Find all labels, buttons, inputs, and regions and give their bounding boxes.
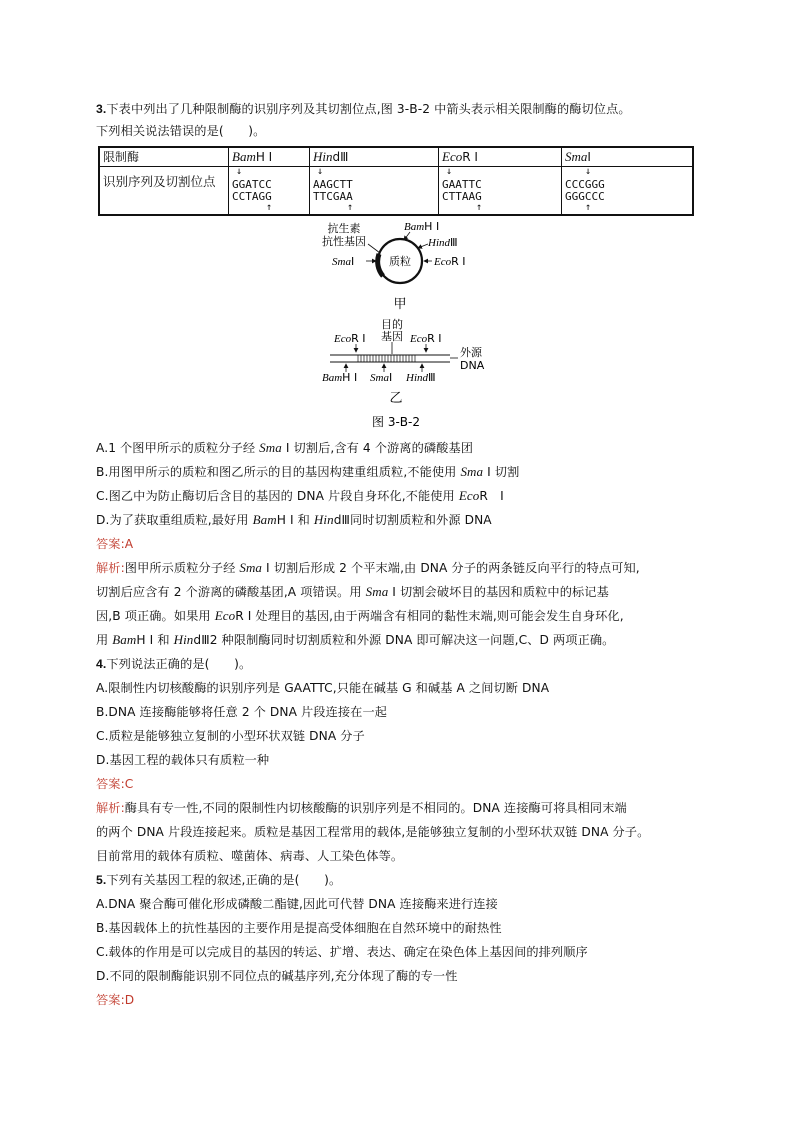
enzyme-table-row <box>99 167 693 215</box>
q3-stem-text: 下表中列出了几种限制酶的识别序列及其切割位点,图 3-B-2 中箭头表示相关限制酶的酶切位点。 <box>106 102 631 116</box>
target-gene-label-2: 基因 <box>381 330 403 343</box>
q3-explanation-1: 解析:图甲所示质粒分子经 Sma Ⅰ 切割后形成 2 个平末端,由 DNA 分子的两条链反向平行的特点可知, <box>96 560 640 575</box>
hindiii-label-dna: HindⅢ <box>406 371 436 384</box>
table-header-bamhi: BamH Ⅰ <box>229 147 310 167</box>
table-cell-hindiii-seq: ↓ AAGCTT TTCGAA ↑ <box>310 167 439 215</box>
foreign-dna-diagram <box>322 318 485 406</box>
figure-3-b-2 <box>300 218 500 433</box>
plasmid-label: 质粒 <box>389 255 411 268</box>
foreign-dna-label-1: 外源 <box>460 346 482 359</box>
ecori-label-plasmid: EcoR Ⅰ <box>434 255 466 268</box>
table-header-ecori: EcoR Ⅰ <box>439 147 562 167</box>
bamhi-arrow-plasmid <box>404 232 410 240</box>
ecori-label-left: EcoR Ⅰ <box>334 332 366 345</box>
smai-label-dna: SmaⅠ <box>370 371 393 384</box>
q4-answer: 答案:C <box>96 777 134 791</box>
q5-option-b: B.基因载体上的抗性基因的主要作用是提高受体细胞在自然环境中的耐热性 <box>96 921 502 935</box>
q4-explanation-3: 目前常用的载体有质粒、噬菌体、病毒、人工染色体等。 <box>96 849 404 863</box>
enzyme-table-header <box>99 147 693 167</box>
q3-option-a: A.1 个图甲所示的质粒分子经 Sma Ⅰ 切割后,含有 4 个游离的磷酸基团 <box>96 440 474 455</box>
plasmid-diagram <box>322 220 466 312</box>
q4-stem: 4.下列说法正确的是( )。 <box>96 657 252 671</box>
table-row-label: 识别序列及切割位点 <box>103 174 216 189</box>
table-cell-bamhi-seq: ↓ GGATCC CCTAGG ↑ <box>229 167 310 215</box>
q3-explanation-4: 用 BamH Ⅰ 和 HindⅢ2 种限制酶同时切割质粒和外源 DNA 即可解决这一问题,C、D 两项正确。 <box>96 632 615 647</box>
q5-stem: 5.下列有关基因工程的叙述,正确的是( )。 <box>96 873 342 887</box>
q4-explanation-2: 的两个 DNA 片段连接起来。质粒是基因工程常用的载体,是能够独立复制的小型环状双链 DNA 分子。 <box>96 825 650 839</box>
q3-stem-line2: 下列相关说法错误的是( )。 <box>96 124 266 138</box>
ecori-label-right: EcoR Ⅰ <box>410 332 442 345</box>
target-gene-label-1: 目的 <box>381 318 403 331</box>
q3-stem-line1 <box>96 101 631 117</box>
label-yi: 乙 <box>389 391 403 406</box>
table-cell-smai-seq: ↓ CCCGGG GGGCCC ↑ <box>562 167 694 215</box>
hindiii-arrow-plasmid <box>418 244 428 248</box>
table-cell-ecori-seq: ↓ GAATTC CTTAAG ↑ <box>439 167 562 215</box>
antibiotic-label-1: 抗生素 <box>327 222 361 235</box>
q3-option-b: B.用图甲所示的质粒和图乙所示的目的基因构建重组质粒,不能使用 Sma Ⅰ 切割 <box>96 464 520 479</box>
label-jia: 甲 <box>393 297 407 312</box>
q4-option-c: C.质粒是能够独立复制的小型环状双链 DNA 分子 <box>96 729 365 743</box>
q4-option-d: D.基因工程的载体只有质粒一种 <box>96 753 270 767</box>
table-header-smai: SmaⅠ <box>562 147 694 167</box>
antibiotic-label-2: 抗性基因 <box>322 235 366 248</box>
figure-caption: 图 3-B-2 <box>372 415 420 429</box>
bamhi-label-plasmid: BamH Ⅰ <box>404 220 440 233</box>
hindiii-label-plasmid: HindⅢ <box>428 236 458 249</box>
table-header-enzyme: 限制酶 <box>99 147 229 167</box>
q3-explanation-2: 切割后应含有 2 个游离的磷酸基团,A 项错误。用 Sma Ⅰ 切割会破坏目的基因和质粒中的标记基 <box>96 584 609 599</box>
q3-answer: 答案:A <box>96 537 134 551</box>
q5-option-a: A.DNA 聚合酶可催化形成磷酸二酯键,因此可代替 DNA 连接酶来进行连接 <box>96 897 498 911</box>
q3-option-d: D.为了获取重组质粒,最好用 BamH Ⅰ 和 HindⅢ同时切割质粒和外源 DNA <box>96 512 492 527</box>
q4-option-a: A.限制性内切核酸酶的识别序列是 GAATTC,只能在碱基 G 和碱基 A 之间切断 DNA <box>96 681 550 695</box>
bamhi-label-dna: BamH Ⅰ <box>322 371 358 384</box>
q5-option-c: C.载体的作用是可以完成目的基因的转运、扩增、表达、确定在染色体上基因间的排列顺序 <box>96 945 588 959</box>
table-header-hindiii: HindⅢ <box>310 147 439 167</box>
q3-explanation-3: 因,B 项正确。如果用 EcoR Ⅰ 处理目的基因,由于两端含有相同的黏性末端,则可能会发生自身环化, <box>96 608 624 623</box>
enzyme-table <box>98 146 694 216</box>
q4-explanation-1: 解析:酶具有专一性,不同的限制性内切核酸酶的识别序列是不相同的。DNA 连接酶可将具相同末端 <box>96 801 627 815</box>
smai-label-plasmid: SmaⅠ <box>332 255 355 268</box>
q4-option-b: B.DNA 连接酶能够将任意 2 个 DNA 片段连接在一起 <box>96 705 388 719</box>
resistance-gene-segment <box>378 254 383 276</box>
q3-option-c: C.图乙中为防止酶切后含目的基因的 DNA 片段自身环化,不能使用 EcoR Ⅰ <box>96 488 504 503</box>
q5-answer: 答案:D <box>96 993 135 1007</box>
target-gene-hatch <box>358 355 415 362</box>
antibiotic-pointer <box>368 244 380 253</box>
foreign-dna-label-2: DNA <box>460 359 485 372</box>
q5-option-d: D.不同的限制酶能识别不同位点的碱基序列,充分体现了酶的专一性 <box>96 969 458 983</box>
q3-number: 3. <box>96 102 107 116</box>
